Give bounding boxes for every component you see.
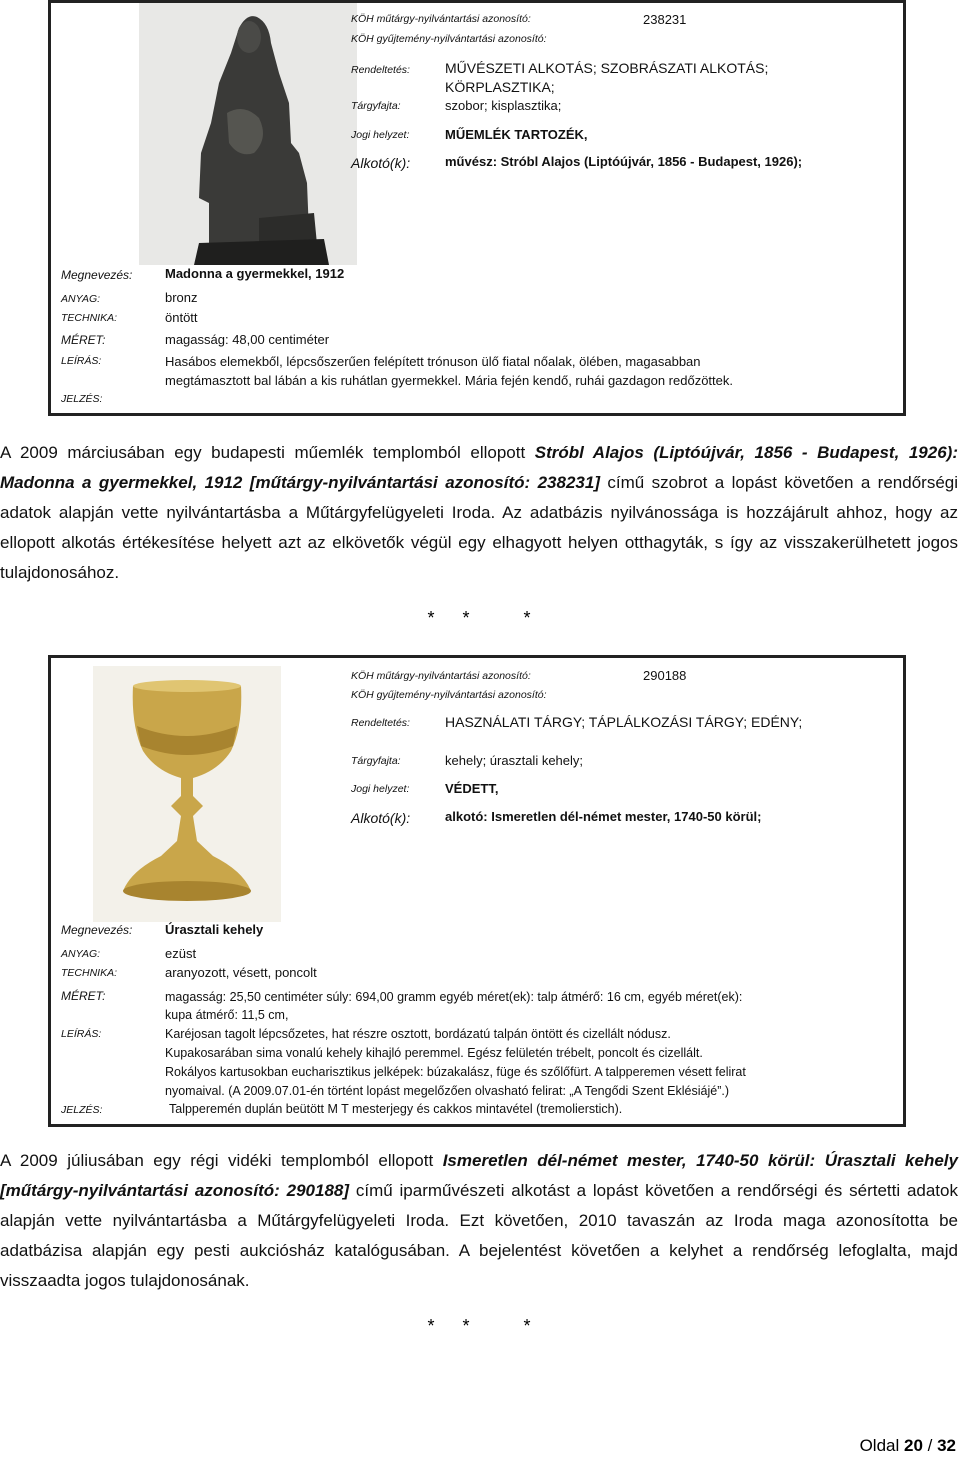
rendeltetes-value: HASZNÁLATI TÁRGY; TÁPLÁLKOZÁSI TÁRGY; EDÉNY; [445,714,803,730]
megnevezes-label: Megnevezés: [61,923,133,937]
megnevezes-value: Úrasztali kehely [165,922,264,937]
page-number: Oldal 20 / 32 [859,1436,956,1455]
paragraph-1 [0,438,958,588]
meret-value: magasság: 48,00 centiméter [165,332,330,347]
technika-label: TECHNIKA: [61,312,118,324]
megnevezes-label: Megnevezés: [61,268,133,282]
jelzes-label: JELZÉS: [61,393,103,405]
jogi-helyzet-value: MŰEMLÉK TARTOZÉK, [445,127,588,142]
rendeltetes-label: Rendeltetés: [351,717,410,729]
meret-value: magasság: 25,50 centiméter súly: 694,00 gramm egyéb méret(ek): talp átmérő: 16 cm, egyéb méret(ek): [165,990,743,1004]
chalice-photo [93,666,281,922]
current-page: 20 [903,1436,923,1455]
paragraph-1-highlight: Stróbl Alajos (Liptóújvár, 1856 - Budapest, 1926): Madonna a gyermekkel, 1912 [műtárgy-nyilvántartási azonosító: 238231] [0,443,958,492]
leiras-value-2: Kupakosarában sima vonalú kehely kihajló peremmel. Egész felületén trébelt, poncolt és cizellált. [165,1046,703,1060]
record-card-1 [48,0,906,416]
jelzes-label: JELZÉS: [61,1104,103,1116]
chalice-image-icon [93,666,281,922]
targyfajta-label: Tárgyfajta: [351,100,401,112]
leiras-label: LEÍRÁS: [61,1028,102,1040]
statue-photo [139,3,357,265]
paragraph-2-text: A 2009 júliusában egy régi vidéki templomból ellopott [0,1151,443,1170]
jelzes-value: Talpperemén duplán beütött M T mesterjegy és cakkos mintavétel (tremolierstich). [169,1102,623,1116]
total-pages: 32 [937,1436,956,1455]
leiras-value: Hasábos elemekből, lépcsőszerűen felépített trónuson ülő fiatal nőalak, ölében, magasabban [165,354,701,369]
id-label: KÖH műtárgy-nyilvántartási azonosító: [351,670,531,682]
megnevezes-value: Madonna a gyermekkel, 1912 [165,266,345,281]
meret-value-2: kupa átmérő: 11,5 cm, [165,1008,289,1022]
separator-1: * * * [427,608,531,628]
jogi-helyzet-label: Jogi helyzet: [351,783,410,795]
alkoto-label: Alkotó(k): [351,810,411,826]
targyfajta-label: Tárgyfajta: [351,755,401,767]
paragraph-2-highlight: Ismeretlen dél-német mester, 1740-50 körül: Úrasztali kehely [műtárgy-nyilvántartási azonosító: 290188] [0,1151,958,1200]
id-value: 238231 [643,12,687,27]
technika-value: aranyozott, vésett, poncolt [165,965,317,980]
rendeltetes-value: MŰVÉSZETI ALKOTÁS; SZOBRÁSZATI ALKOTÁS; [445,60,769,76]
meret-label: MÉRET: [61,989,106,1003]
record-card-2 [48,655,906,1127]
paragraph-2-text-2: című iparművészeti alkotást a lopást követően a rendőrségi és sértetti adatok alapján vette nyilvántartásba a Műtárgyfelügyeleti Iroda. Ezt követően, 2010 tavaszán az Iroda maga azonosította be adatbázisa alapján egy pesti aukciósház katalógusában. A bejelentést követően a kelyhet a rendőrség lefoglalta, majd visszaadta jogos tulajdonosának. [0,1181,958,1290]
technika-value: öntött [165,310,198,325]
jogi-helyzet-label: Jogi helyzet: [351,129,410,141]
targyfajta-value: szobor; kisplasztika; [445,98,562,113]
id-label: KÖH műtárgy-nyilvántartási azonosító: [351,13,531,25]
alkoto-value: művész: Stróbl Alajos (Liptóújvár, 1856 - Budapest, 1926); [445,154,803,169]
targyfajta-value: kehely; úrasztali kehely; [445,753,584,768]
paragraph-1-text-2: című szobrot a lopást követően a rendőrségi adatok alapján vette nyilvántartásba a Műtárgyfelügyeleti Iroda. Az adatbázis nyilvánossága is hozzájárult ahhoz, hogy az ellopott alkotás értékesítése helyett azt az elkövetők végül egy elhagyott helyen otthagyták, s így az visszakerülhetett jogos tulajdonosához. [0,473,958,582]
collection-id-label: KÖH gyűjtemény-nyilvántartási azonosító: [351,689,547,701]
rendeltetes-label: Rendeltetés: [351,64,410,76]
anyag-label: ANYAG: [61,948,101,960]
jogi-helyzet-value: VÉDETT, [445,781,499,796]
leiras-label: LEÍRÁS: [61,355,102,367]
technika-label: TECHNIKA: [61,967,118,979]
leiras-value: Karéjosan tagolt lépcsőzetes, hat részre osztott, bordázatú talpán öntött és cizellált nódusz. [165,1027,671,1041]
anyag-value: bronz [165,290,198,305]
leiras-value-3: Rokályos kartusokban eucharisztikus jelképek: búzakalász, füge és szőlőfürt. A talpperemen vésett felirat [165,1065,746,1079]
separator-2: * * * [427,1316,531,1336]
leiras-value-2: megtámasztott bal lábán a kis ruhátlan gyermekkel. Mária fején kendő, ruhái gazdagon redőzöttek. [165,373,733,388]
alkoto-value: alkotó: Ismeretlen dél-német mester, 1740-50 körül; [445,809,762,824]
paragraph-2 [0,1146,958,1296]
meret-label: MÉRET: [61,333,106,347]
statue-image-icon [139,3,357,265]
id-value: 290188 [643,668,687,683]
collection-id-label: KÖH gyűjtemény-nyilvántartási azonosító: [351,33,547,45]
anyag-label: ANYAG: [61,293,101,305]
anyag-value: ezüst [165,946,197,961]
leiras-value-4: nyomaival. (A 2009.07.01-én történt lopást megelőzően olvasható felirat: „A Tengődi Szent Eklésiájé”.) [165,1084,729,1098]
alkoto-label: Alkotó(k): [351,155,411,171]
paragraph-1-text: A 2009 márciusában egy budapesti műemlék templomból ellopott [0,443,535,462]
rendeltetes-value-2: KÖRPLASZTIKA; [445,79,555,95]
